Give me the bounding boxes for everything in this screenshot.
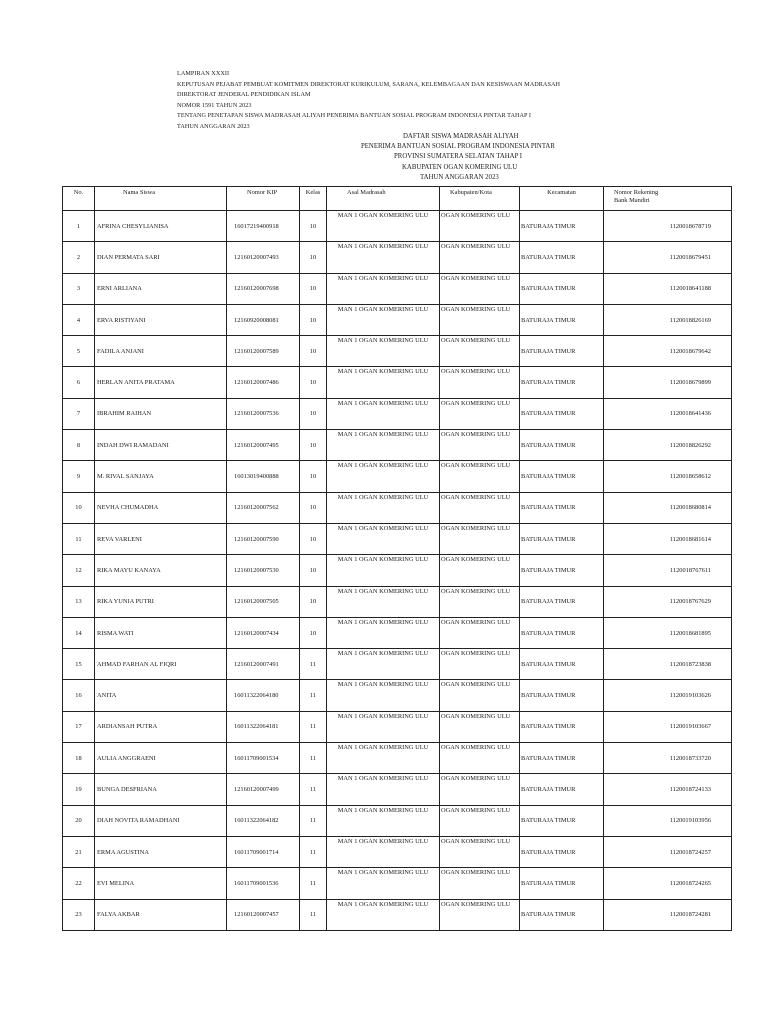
- cell-nama-siswa: ARDIANSAH PUTRA: [95, 711, 227, 742]
- cell-nomor-kip: 12160120007590: [227, 523, 300, 554]
- cell-kecamatan: BATURAJA TIMUR: [520, 617, 604, 648]
- table-row: [63, 617, 732, 648]
- cell-asal-madrasah: MAN 1 OGAN KOMERING ULU: [327, 398, 440, 429]
- table-row: [63, 211, 732, 242]
- cell-no: 18: [63, 743, 95, 774]
- cell-no: 16: [63, 680, 95, 711]
- cell-kelas: 11: [300, 680, 327, 711]
- cell-kelas: 11: [300, 805, 327, 836]
- cell-nomor-kip: 16011709001714: [227, 836, 300, 867]
- cell-nomor-kip: 12160120007530: [227, 555, 300, 586]
- cell-no: 14: [63, 617, 95, 648]
- cell-asal-madrasah: MAN 1 OGAN KOMERING ULU: [327, 868, 440, 899]
- header-no: No.: [63, 187, 95, 211]
- cell-kecamatan: BATURAJA TIMUR: [520, 868, 604, 899]
- cell-nomor-rekening: 1120018723838: [604, 649, 732, 680]
- cell-nama-siswa: EVI MELINA: [95, 868, 227, 899]
- cell-asal-madrasah: MAN 1 OGAN KOMERING ULU: [327, 304, 440, 335]
- cell-nomor-rekening: 1120018678719: [604, 211, 732, 242]
- cell-no: 20: [63, 805, 95, 836]
- header-nomor-kip: Nomor KIP: [227, 187, 300, 211]
- cell-kabupaten: OGAN KOMERING ULU: [440, 805, 520, 836]
- cell-asal-madrasah: MAN 1 OGAN KOMERING ULU: [327, 555, 440, 586]
- cell-nomor-kip: 16017219400918: [227, 211, 300, 242]
- cell-asal-madrasah: MAN 1 OGAN KOMERING ULU: [327, 367, 440, 398]
- header-kabupaten: Kabupaten/Kota: [440, 187, 520, 211]
- header-kelas: Kelas: [300, 187, 327, 211]
- cell-nama-siswa: HERLAN ANITA PRATAMA: [95, 367, 227, 398]
- cell-asal-madrasah: MAN 1 OGAN KOMERING ULU: [327, 586, 440, 617]
- cell-nomor-rekening: 1120018826292: [604, 430, 732, 461]
- cell-nomor-rekening: 1120018641188: [604, 273, 732, 304]
- cell-nama-siswa: AULIA ANGGRAENI: [95, 743, 227, 774]
- cell-kelas: 10: [300, 430, 327, 461]
- cell-kelas: 10: [300, 242, 327, 273]
- cell-kabupaten: OGAN KOMERING ULU: [440, 649, 520, 680]
- table-row: [63, 430, 732, 461]
- cell-kelas: 10: [300, 336, 327, 367]
- table-row: [63, 868, 732, 899]
- cell-nomor-kip: 12160120007491: [227, 649, 300, 680]
- header-asal-madrasah: Asal Madrasah: [327, 187, 440, 211]
- cell-nama-siswa: DIAN PERMATA SARI: [95, 242, 227, 273]
- cell-asal-madrasah: MAN 1 OGAN KOMERING ULU: [327, 617, 440, 648]
- cell-nomor-kip: 12160120007505: [227, 586, 300, 617]
- cell-nomor-rekening: 1120019103626: [604, 680, 732, 711]
- cell-nomor-rekening: 1120018681895: [604, 617, 732, 648]
- cell-nomor-kip: 12160120007434: [227, 617, 300, 648]
- cell-kecamatan: BATURAJA TIMUR: [520, 555, 604, 586]
- cell-kabupaten: OGAN KOMERING ULU: [440, 242, 520, 273]
- cell-kelas: 10: [300, 398, 327, 429]
- cell-asal-madrasah: MAN 1 OGAN KOMERING ULU: [327, 242, 440, 273]
- table-row: [63, 711, 732, 742]
- table-row: [63, 649, 732, 680]
- header-kecamatan: Kecamatan: [520, 187, 604, 211]
- cell-kabupaten: OGAN KOMERING ULU: [440, 680, 520, 711]
- title-line-4: KABUPATEN OGAN KOMERING ULU: [402, 163, 518, 171]
- cell-nama-siswa: AFRINA CHESYLIANISA: [95, 211, 227, 242]
- keputusan-line-1: KEPUTUSAN PEJABAT PEMBUAT KOMITMEN DIREKTORAT KURIKULUM, SARANA, KELEMBAGAAN DAN KESISWAAN MADRASAH: [177, 80, 560, 88]
- cell-no: 21: [63, 836, 95, 867]
- cell-kecamatan: BATURAJA TIMUR: [520, 680, 604, 711]
- cell-nama-siswa: FALYA AKBAR: [95, 899, 227, 930]
- cell-kecamatan: BATURAJA TIMUR: [520, 805, 604, 836]
- table-row: [63, 398, 732, 429]
- cell-nomor-kip: 12160120007486: [227, 367, 300, 398]
- cell-kecamatan: BATURAJA TIMUR: [520, 492, 604, 523]
- table-row: [63, 242, 732, 273]
- cell-asal-madrasah: MAN 1 OGAN KOMERING ULU: [327, 273, 440, 304]
- cell-nama-siswa: RISMA WATI: [95, 617, 227, 648]
- cell-nama-siswa: AHMAD FARHAN AL FIQRI: [95, 649, 227, 680]
- table-row: [63, 523, 732, 554]
- cell-kabupaten: OGAN KOMERING ULU: [440, 336, 520, 367]
- cell-nomor-rekening: 1120018724257: [604, 836, 732, 867]
- cell-asal-madrasah: MAN 1 OGAN KOMERING ULU: [327, 743, 440, 774]
- cell-asal-madrasah: MAN 1 OGAN KOMERING ULU: [327, 805, 440, 836]
- cell-kabupaten: OGAN KOMERING ULU: [440, 523, 520, 554]
- table-row: [63, 680, 732, 711]
- cell-kabupaten: OGAN KOMERING ULU: [440, 211, 520, 242]
- cell-asal-madrasah: MAN 1 OGAN KOMERING ULU: [327, 430, 440, 461]
- cell-nomor-kip: 12160120007493: [227, 242, 300, 273]
- cell-asal-madrasah: MAN 1 OGAN KOMERING ULU: [327, 649, 440, 680]
- cell-nomor-rekening: 1120018767611: [604, 555, 732, 586]
- header-nama-siswa: Nama Siswa: [95, 187, 227, 211]
- cell-nama-siswa: IBRAHIM RAIHAN: [95, 398, 227, 429]
- table-row: [63, 805, 732, 836]
- cell-nomor-kip: 16011709001536: [227, 868, 300, 899]
- table-header-row: [63, 187, 732, 211]
- cell-kecamatan: BATURAJA TIMUR: [520, 899, 604, 930]
- table-row: [63, 774, 732, 805]
- cell-nomor-kip: 12160920008081: [227, 304, 300, 335]
- table-row: [63, 304, 732, 335]
- cell-nomor-rekening: 1120019103956: [604, 805, 732, 836]
- cell-nama-siswa: DIAH NOVITA RAMADHANI: [95, 805, 227, 836]
- cell-nomor-rekening: 1120018724133: [604, 774, 732, 805]
- cell-no: 5: [63, 336, 95, 367]
- cell-asal-madrasah: MAN 1 OGAN KOMERING ULU: [327, 899, 440, 930]
- cell-kelas: 11: [300, 649, 327, 680]
- decree-header: [177, 69, 597, 133]
- cell-nama-siswa: NEVHA CHUMADHA: [95, 492, 227, 523]
- cell-kabupaten: OGAN KOMERING ULU: [440, 868, 520, 899]
- cell-nomor-rekening: 1120018658612: [604, 461, 732, 492]
- table-row: [63, 367, 732, 398]
- cell-nomor-rekening: 1120018681614: [604, 523, 732, 554]
- cell-nomor-kip: 16011322064181: [227, 711, 300, 742]
- cell-no: 23: [63, 899, 95, 930]
- cell-nama-siswa: FADILA ANJANI: [95, 336, 227, 367]
- cell-kelas: 11: [300, 868, 327, 899]
- cell-kabupaten: OGAN KOMERING ULU: [440, 586, 520, 617]
- cell-kecamatan: BATURAJA TIMUR: [520, 304, 604, 335]
- cell-kelas: 11: [300, 899, 327, 930]
- cell-kabupaten: OGAN KOMERING ULU: [440, 711, 520, 742]
- cell-nama-siswa: INDAH DWI RAMADANI: [95, 430, 227, 461]
- cell-kelas: 11: [300, 836, 327, 867]
- cell-nama-siswa: ERMA AGUSTINA: [95, 836, 227, 867]
- cell-asal-madrasah: MAN 1 OGAN KOMERING ULU: [327, 711, 440, 742]
- cell-nama-siswa: RIKA MAYU KANAYA: [95, 555, 227, 586]
- cell-kabupaten: OGAN KOMERING ULU: [440, 555, 520, 586]
- cell-kelas: 10: [300, 273, 327, 304]
- cell-no: 22: [63, 868, 95, 899]
- cell-kecamatan: BATURAJA TIMUR: [520, 211, 604, 242]
- cell-nomor-kip: 16011709001534: [227, 743, 300, 774]
- table-row: [63, 899, 732, 930]
- cell-nomor-kip: 12160120007457: [227, 899, 300, 930]
- cell-kecamatan: BATURAJA TIMUR: [520, 774, 604, 805]
- cell-asal-madrasah: MAN 1 OGAN KOMERING ULU: [327, 211, 440, 242]
- header-rekening-line-1: Nomor Rekening: [614, 189, 659, 196]
- cell-nomor-kip: 16013019400888: [227, 461, 300, 492]
- cell-kabupaten: OGAN KOMERING ULU: [440, 461, 520, 492]
- cell-no: 10: [63, 492, 95, 523]
- cell-nama-siswa: ERVA RISTIYANI: [95, 304, 227, 335]
- cell-kecamatan: BATURAJA TIMUR: [520, 461, 604, 492]
- cell-nomor-rekening: 1120018679899: [604, 367, 732, 398]
- cell-kelas: 10: [300, 555, 327, 586]
- cell-kabupaten: OGAN KOMERING ULU: [440, 492, 520, 523]
- cell-kabupaten: OGAN KOMERING ULU: [440, 430, 520, 461]
- cell-kabupaten: OGAN KOMERING ULU: [440, 836, 520, 867]
- cell-no: 6: [63, 367, 95, 398]
- cell-no: 1: [63, 211, 95, 242]
- cell-kecamatan: BATURAJA TIMUR: [520, 743, 604, 774]
- title-line-1: DAFTAR SISWA MADRASAH ALIYAH: [403, 133, 519, 140]
- cell-asal-madrasah: MAN 1 OGAN KOMERING ULU: [327, 523, 440, 554]
- cell-kecamatan: BATURAJA TIMUR: [520, 273, 604, 304]
- table-row: [63, 836, 732, 867]
- cell-kecamatan: BATURAJA TIMUR: [520, 336, 604, 367]
- student-table: [62, 186, 732, 931]
- cell-kecamatan: BATURAJA TIMUR: [520, 649, 604, 680]
- title-line-2: PENERIMA BANTUAN SOSIAL PROGRAM INDONESIA PINTAR: [361, 143, 555, 151]
- cell-kabupaten: OGAN KOMERING ULU: [440, 899, 520, 930]
- cell-nama-siswa: REVA VARLENI: [95, 523, 227, 554]
- cell-kelas: 10: [300, 586, 327, 617]
- cell-nama-siswa: BUNGA DESFRIANA: [95, 774, 227, 805]
- cell-kelas: 10: [300, 461, 327, 492]
- cell-kabupaten: OGAN KOMERING ULU: [440, 398, 520, 429]
- tentang-line-2: TAHUN ANGGARAN 2023: [177, 122, 250, 130]
- cell-no: 17: [63, 711, 95, 742]
- cell-kelas: 11: [300, 774, 327, 805]
- cell-kelas: 10: [300, 304, 327, 335]
- cell-nomor-rekening: 1120018679642: [604, 336, 732, 367]
- cell-no: 3: [63, 273, 95, 304]
- cell-kecamatan: BATURAJA TIMUR: [520, 523, 604, 554]
- cell-no: 9: [63, 461, 95, 492]
- cell-kelas: 10: [300, 211, 327, 242]
- table-row: [63, 492, 732, 523]
- cell-kelas: 11: [300, 711, 327, 742]
- cell-kabupaten: OGAN KOMERING ULU: [440, 367, 520, 398]
- cell-nomor-rekening: 1120018826169: [604, 304, 732, 335]
- table-row: [63, 586, 732, 617]
- cell-no: 19: [63, 774, 95, 805]
- cell-nomor-kip: 16011322064182: [227, 805, 300, 836]
- cell-nama-siswa: ANITA: [95, 680, 227, 711]
- cell-kabupaten: OGAN KOMERING ULU: [440, 617, 520, 648]
- table-body: [63, 211, 732, 931]
- cell-no: 2: [63, 242, 95, 273]
- cell-kecamatan: BATURAJA TIMUR: [520, 398, 604, 429]
- cell-nama-siswa: RIKA YUNIA PUTRI: [95, 586, 227, 617]
- cell-nomor-rekening: 1120018767629: [604, 586, 732, 617]
- cell-no: 4: [63, 304, 95, 335]
- cell-kelas: 11: [300, 743, 327, 774]
- cell-asal-madrasah: MAN 1 OGAN KOMERING ULU: [327, 336, 440, 367]
- cell-kecamatan: BATURAJA TIMUR: [520, 242, 604, 273]
- cell-kabupaten: OGAN KOMERING ULU: [440, 304, 520, 335]
- cell-nomor-rekening: 1120018641436: [604, 398, 732, 429]
- cell-kelas: 10: [300, 492, 327, 523]
- cell-kabupaten: OGAN KOMERING ULU: [440, 743, 520, 774]
- cell-kabupaten: OGAN KOMERING ULU: [440, 774, 520, 805]
- title-line-3: PROVINSI SUMATERA SELATAN TAHAP I: [394, 153, 523, 161]
- cell-asal-madrasah: MAN 1 OGAN KOMERING ULU: [327, 836, 440, 867]
- table-row: [63, 461, 732, 492]
- cell-no: 12: [63, 555, 95, 586]
- cell-nomor-kip: 12160120007495: [227, 430, 300, 461]
- cell-kecamatan: BATURAJA TIMUR: [520, 586, 604, 617]
- cell-kecamatan: BATURAJA TIMUR: [520, 367, 604, 398]
- lampiran-label: LAMPIRAN XXXII: [177, 70, 230, 77]
- cell-no: 15: [63, 649, 95, 680]
- cell-nama-siswa: M. RIVAL SANJAYA: [95, 461, 227, 492]
- title-line-5: TAHUN ANGGARAN 2023: [420, 173, 499, 181]
- cell-no: 13: [63, 586, 95, 617]
- cell-nomor-kip: 12160120007536: [227, 398, 300, 429]
- keputusan-line-2: DIREKTORAT JENDERAL PENDIDIKAN ISLAM: [177, 91, 311, 99]
- cell-asal-madrasah: MAN 1 OGAN KOMERING ULU: [327, 774, 440, 805]
- cell-kecamatan: BATURAJA TIMUR: [520, 430, 604, 461]
- cell-nomor-rekening: 1120018733720: [604, 743, 732, 774]
- cell-kelas: 10: [300, 367, 327, 398]
- header-nomor-rekening: [604, 187, 732, 211]
- cell-nomor-kip: 12160120007562: [227, 492, 300, 523]
- cell-nomor-kip: 16011322064180: [227, 680, 300, 711]
- cell-nomor-rekening: 1120018680814: [604, 492, 732, 523]
- cell-nomor-rekening: 1120018724281: [604, 899, 732, 930]
- table-row: [63, 273, 732, 304]
- tentang-line-1: TENTANG PENETAPAN SISWA MADRASAH ALIYAH PENERIMA BANTUAN SOSIAL PROGRAM INDONESIA PINTAR TAHAP I: [177, 112, 532, 120]
- cell-no: 7: [63, 398, 95, 429]
- cell-kecamatan: BATURAJA TIMUR: [520, 711, 604, 742]
- cell-asal-madrasah: MAN 1 OGAN KOMERING ULU: [327, 680, 440, 711]
- cell-kelas: 10: [300, 523, 327, 554]
- nomor-line: NOMOR 1591 TAHUN 2023: [177, 101, 252, 109]
- cell-no: 11: [63, 523, 95, 554]
- cell-nomor-rekening: 1120018724265: [604, 868, 732, 899]
- table-row: [63, 336, 732, 367]
- cell-nomor-kip: 12160120007698: [227, 273, 300, 304]
- cell-no: 8: [63, 430, 95, 461]
- cell-nama-siswa: ERNI ARLIANA: [95, 273, 227, 304]
- cell-nomor-kip: 12160120007589: [227, 336, 300, 367]
- cell-nomor-rekening: 1120018679451: [604, 242, 732, 273]
- table-row: [63, 743, 732, 774]
- header-rekening-line-2: Bank Mandiri: [614, 197, 650, 204]
- cell-kecamatan: BATURAJA TIMUR: [520, 836, 604, 867]
- cell-nomor-kip: 12160120007499: [227, 774, 300, 805]
- cell-nomor-rekening: 1120019103667: [604, 711, 732, 742]
- cell-asal-madrasah: MAN 1 OGAN KOMERING ULU: [327, 461, 440, 492]
- table-row: [63, 555, 732, 586]
- cell-asal-madrasah: MAN 1 OGAN KOMERING ULU: [327, 492, 440, 523]
- cell-kelas: 10: [300, 617, 327, 648]
- cell-kabupaten: OGAN KOMERING ULU: [440, 273, 520, 304]
